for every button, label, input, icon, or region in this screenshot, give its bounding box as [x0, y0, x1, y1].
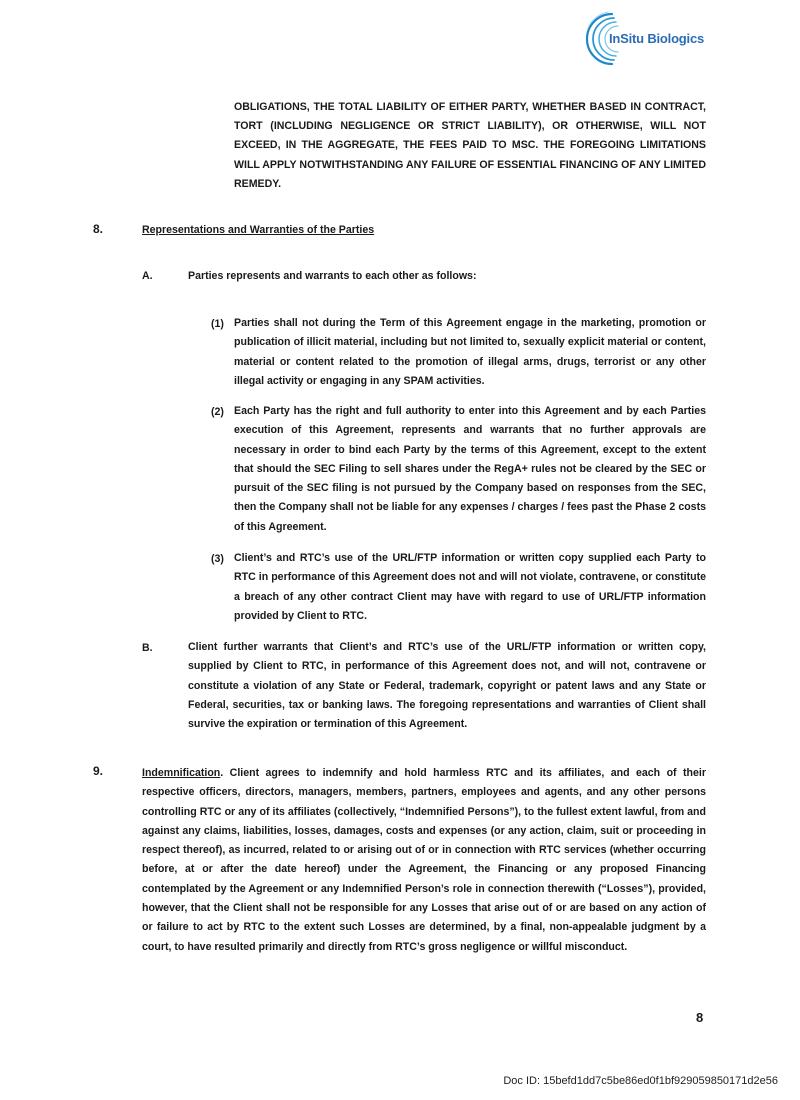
item-3-text: Client’s and RTC’s use of the URL/FTP information or written copy supplied each Party to RTC in performance of this Agreement does not and will not violate, contravene, or constitute a breach of any other contract Client may have with regard to use of URL/FTP information provided by Client to RTC. — [234, 552, 706, 622]
section-9-title: Indemnification — [142, 767, 221, 779]
doc-id: Doc ID: 15befd1dd7c5be86ed0f1bf929059850171d2e56 — [503, 1075, 778, 1087]
continuation-paragraph: OBLIGATIONS, THE TOTAL LIABILITY OF EITHER PARTY, WHETHER BASED IN CONTRACT, TORT (INCLUDING NEGLIGENCE OR STRICT LIABILITY), OR OTHERWISE, WILL NOT EXCEED, IN THE AGGREGATE, THE FEES PAID TO MSC. THE FOREGOING LIMITATIONS WILL APPLY NOTWITHSTANDING ANY FAILURE OF ESSENTIAL FINANCING OF ANY LIMITED REMEDY. — [234, 101, 706, 190]
item-1-text: Parties shall not during the Term of this Agreement engage in the marketing, promotion or publication of illicit material, including but not limited to, sexually explicit material or content, material or content related to the promotion of illegal arms, drugs, terrorist or any other illegal activity or engaging in any SPAM activities. — [234, 317, 706, 387]
subsection-a-letter: A. — [142, 270, 153, 282]
company-logo — [578, 8, 708, 70]
item-1-number: (1) — [211, 318, 224, 330]
section-9-number: 9. — [93, 764, 104, 778]
logo-text: InSitu Biologics — [609, 31, 705, 46]
subsection-b-letter: B. — [142, 642, 153, 654]
section-9-paragraph — [142, 764, 706, 957]
page-number: 8 — [696, 1010, 704, 1025]
item-2-number: (2) — [211, 406, 224, 418]
section-8-number: 8. — [93, 222, 104, 236]
item-3-number: (3) — [211, 553, 224, 565]
section-9-text: . Client agrees to indemnify and hold harmless RTC and its affiliates, and each of their respective officers, directors, managers, members, partners, employees and agents, and any other persons controlling RTC or any of its affiliates (collectively, “Indemnified Persons”), to the fullest extent lawful, from and against any claims, liabilities, losses, damages, costs and expenses (or any action, claim, suit or proceeding in respect thereof), as incurred, related to or arising out of or in connection with RTC services (whether occurring before, at or after the date hereof) under the Agreement, the Financing or any proposed Financing contemplated by the Agreement or any Indemnified Person’s role in connection therewith (“Losses”), provided, however, that the Client shall not be responsible for any Losses that arise out of or are based on any action of or failure to act by RTC to the extent such Losses are determined, by a final, non-appealable judgment by a court, to have resulted primarily and directly from RTC’s gross negligence or willful misconduct. — [142, 767, 706, 953]
section-8-title: Representations and Warranties of the Parties — [142, 224, 375, 236]
item-2-text: Each Party has the right and full authority to enter into this Agreement and by each Parties execution of this Agreement, represents and warrants that no further approvals are necessary in order to bind each Party by the terms of this Agreement, except to the extent that should the SEC Filing to sell shares under the RegA+ rules not be cleared by the SEC or pursuit of the SEC filing is not pursued by the Company based on responses from the SEC, then the Company shall not be liable for any expenses / charges / fees past the Phase 2 costs of this Agreement. — [234, 405, 706, 533]
subsection-b-text: Client further warrants that Client’s and RTC’s use of the URL/FTP information or written copy, supplied by Client to RTC, in performance of this Agreement does not, and will not, contravene or constitute a violation of any State or Federal, trademark, copyright or patent laws and any State or Federal, securities, tax or banking laws. The foregoing representations and warranties of Client shall survive the expiration or termination of this Agreement. — [188, 641, 706, 731]
subsection-a-text: Parties represents and warrants to each other as follows: — [188, 270, 477, 282]
